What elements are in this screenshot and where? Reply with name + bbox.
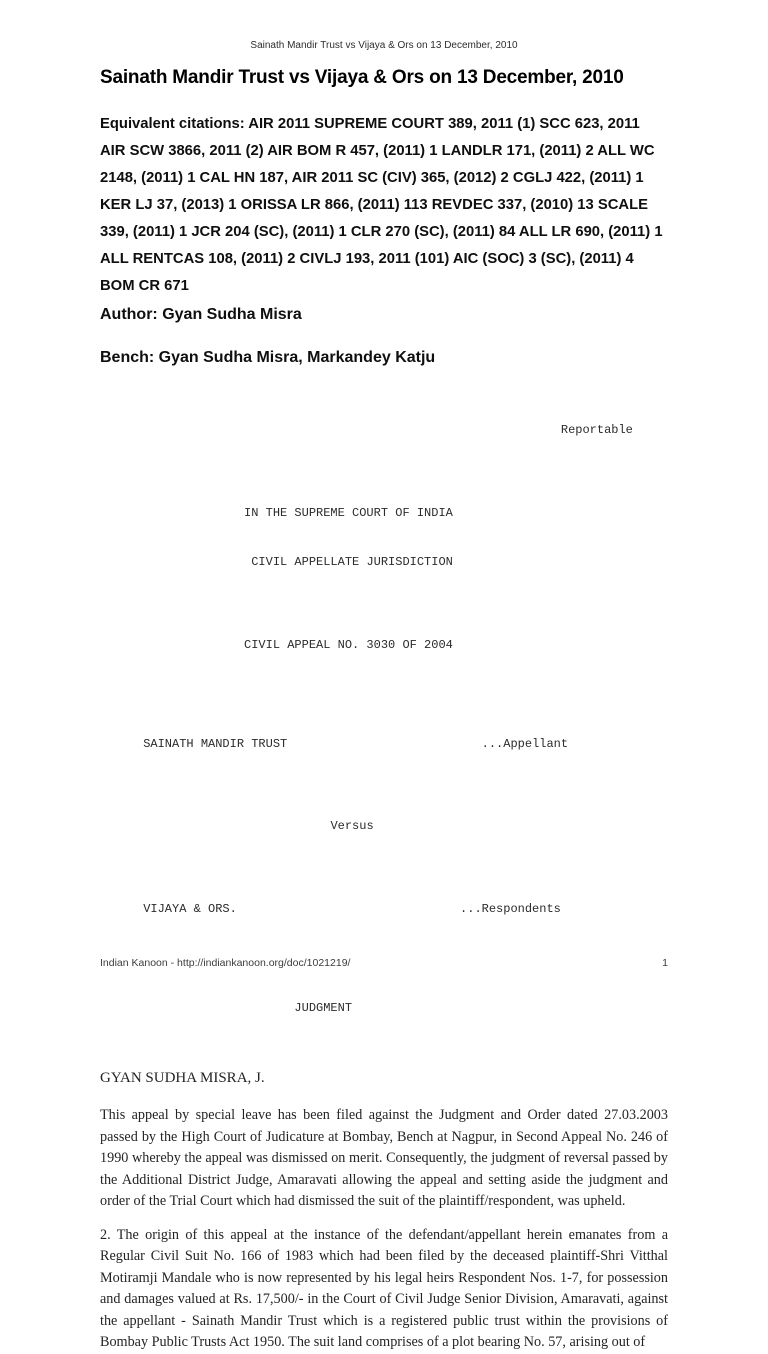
- case-title: Sainath Mandir Trust vs Vijaya & Ors on 13 December, 2010: [100, 67, 624, 88]
- author-line: Author: Gyan Sudha Misra: [100, 306, 302, 323]
- bench-line: Bench: Gyan Sudha Misra, Markandey Katju: [100, 349, 436, 366]
- respondent-role: ...Respondents: [460, 901, 561, 916]
- respondent-line: [100, 901, 668, 918]
- judge-name-line: GYAN SUDHA MISRA, J.: [100, 1070, 265, 1086]
- equivalent-citations: Equivalent citations: AIR 2011 SUPREME COURT 389, 2011 (1) SCC 623, 2011 AIR SCW 3866, 2011 (2) AIR BOM R 457, (2011) 1 LANDLR 171, (2011) 2 ALL WC 2148, (2011) 1 CAL HN 187, AIR 2011 SC (CIV) 365, (2012) 2 CGLJ 422, (2011) 1 KER LJ 37, (2013) 1 ORISSA LR 866, (2011) 113 REVDEC 337, (2010) 13 SCALE 339, (2011) 1 JCR 204 (SC), (2011) 1 CLR 270 (SC), (2011) 84 ALL LR 690, (2011) 1 ALL RENTCAS 108, (2011) 2 CIVLJ 193, 2011 (101) AIC (SOC) 3 (SC), (2011) 4 BOM CR 671: [100, 116, 663, 294]
- appellant-role: ...Appellant: [481, 736, 569, 751]
- footer-source: Indian Kanoon - http://indiankanoon.org/doc/1021219/: [100, 957, 351, 969]
- case-caption: [100, 389, 668, 1049]
- judgment-heading: JUDGMENT: [294, 1000, 353, 1015]
- appeal-number: CIVIL APPEAL NO. 3030 OF 2004: [244, 637, 453, 652]
- judgment-paragraph-1: This appeal by special leave has been filed against the Judgment and Order dated 27.03.2003 passed by the High Court of Judicature at Bombay, Bench at Nagpur, in Second Appeal No. 246 of 1990 whereby the appeal was dismissed on merit. Consequently, the judgment of reversal passed by the Additional District Judge, Amaravati allowing the appeal and setting aside the judgment and order of the Trial Court which had dismissed the suit of the plaintiff/respondent, was upheld.: [100, 1107, 668, 1209]
- versus-label: Versus: [330, 819, 374, 833]
- page-number: 1: [662, 957, 668, 969]
- page-footer: [100, 957, 668, 970]
- respondent-name: VIJAYA & ORS.: [143, 901, 237, 916]
- court-name: IN THE SUPREME COURT OF INDIA: [244, 505, 453, 520]
- running-header: Sainath Mandir Trust vs Vijaya & Ors on 13 December, 2010: [250, 40, 518, 51]
- jurisdiction-line: CIVIL APPELLATE JURISDICTION: [251, 555, 453, 569]
- appellant-name: SAINATH MANDIR TRUST: [143, 736, 288, 751]
- judgment-paragraph-2: 2. The origin of this appeal at the instance of the defendant/appellant herein emanates from a Regular Civil Suit No. 166 of 1983 which had been filed by the deceased plaintiff-Shri Vitthal Motiramji Mandale who is now represented by his legal heirs Respondent Nos. 1-7, for possession and damages valued at Rs. 17,500/- in the Court of Civil Judge Senior Division, Amaravati, against the appellant - Sainath Mandir Trust which is a registered public trust within the provisions of Bombay Public Trusts Act 1950. The suit land comprises of a plot bearing No. 57, arising out of: [100, 1226, 668, 1350]
- document-content: [100, 0, 668, 1354]
- reportable-label: Reportable: [560, 423, 633, 437]
- appellant-line: [100, 736, 668, 753]
